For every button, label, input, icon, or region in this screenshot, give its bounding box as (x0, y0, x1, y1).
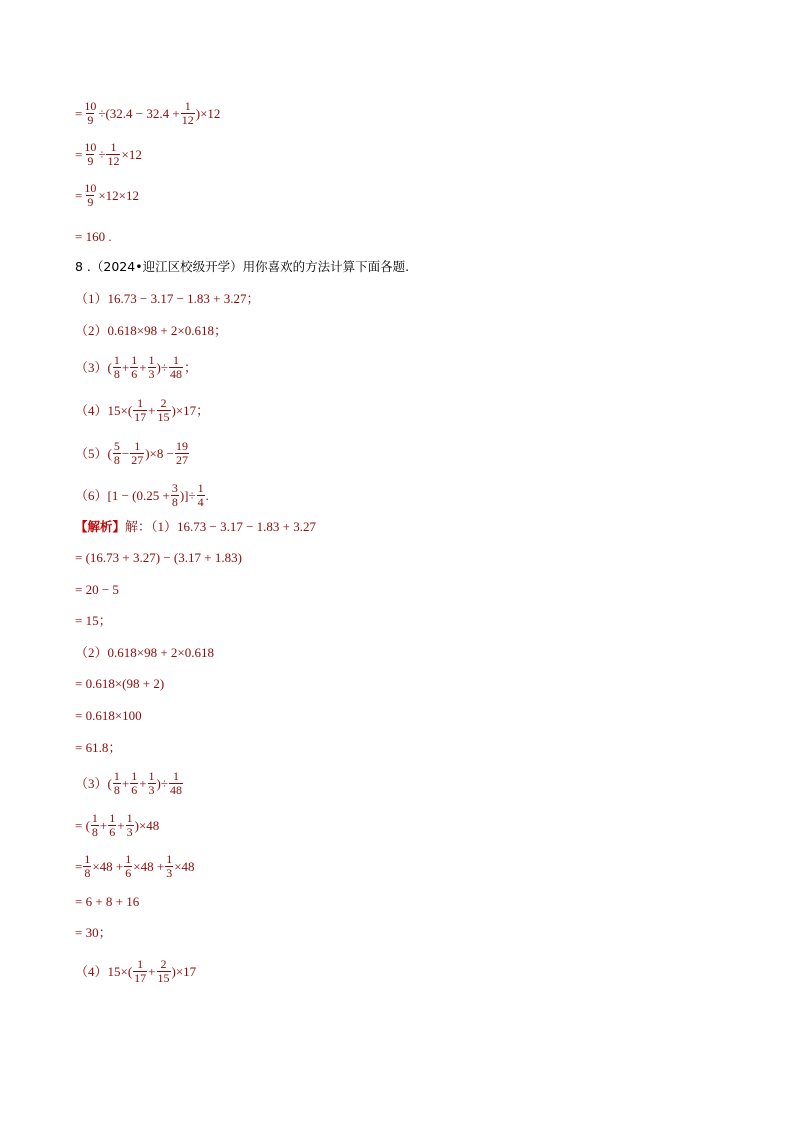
expr-text: ×12×12 (98, 187, 140, 203)
fraction: $\frac{1}{4}$ (197, 481, 204, 509)
fraction: $\frac{5}{8}$ (113, 439, 120, 467)
fraction: $\frac{1}{17}$ (134, 396, 147, 424)
solution-line: = $\frac{1}{8}$ ×48 + $\frac{1}{6}$ ×48 + $\frac{1}{3}$ ×48 (75, 852, 195, 880)
expr-text: ×12 (121, 146, 142, 162)
fraction: $\frac{1}{3}$ (148, 769, 155, 797)
calc-line-1 (75, 100, 220, 127)
calc-line-4 (75, 229, 112, 245)
fraction: $\frac{1}{6}$ (131, 769, 138, 797)
fraction: $\frac{1}{3}$ (166, 852, 173, 880)
fraction: $\frac{1}{3}$ (148, 353, 155, 381)
fraction: $\frac{1}{8}$ (91, 811, 98, 839)
fraction: $\frac{1}{48}$ (170, 769, 182, 797)
fraction: $\frac{2}{15}$ (157, 396, 170, 424)
fraction: $\frac{1}{48}$ (170, 353, 182, 381)
equals-sign: = (75, 187, 83, 203)
fraction: $\frac{10}{9}$ (84, 140, 97, 168)
solution-line: = 61.8； (75, 740, 122, 755)
analysis-tag: 【解析】 (75, 519, 126, 534)
solution-line: （2）0.618×98 + 2×0.618 (75, 645, 214, 660)
solution-line: = (16.73 + 3.27) − (3.17 + 1.83) (75, 550, 242, 565)
problem-item-1: （1）16.73 − 3.17 − 1.83 + 3.27； (75, 291, 260, 306)
solution-line: = 0.618×100 (75, 708, 142, 723)
problem-item-3: （3）( $\frac{1}{8}$ + $\frac{1}{6}$ + $\frac{1}{3}$ )÷ $\frac{1}{48}$ ； (75, 353, 198, 381)
problem-item-2: （2）0.618×98 + 2×0.618； (75, 323, 227, 338)
solution-line: （3）( $\frac{1}{8}$ + $\frac{1}{6}$ + $\frac{1}{3}$ )÷ $\frac{1}{48}$ (75, 769, 182, 797)
solution-line: = 6 + 8 + 16 (75, 894, 140, 909)
solution-line: = 15； (75, 613, 112, 628)
fraction: $\frac{1}{6}$ (125, 852, 132, 880)
solution-line: （4）15×( $\frac{1}{17}$ + $\frac{2}{15}$ )×17 (75, 957, 197, 985)
fraction: $\frac{19}{27}$ (175, 439, 188, 467)
fraction: $\frac{10}{9}$ (84, 99, 97, 127)
fraction: $\frac{3}{8}$ (171, 481, 178, 509)
fraction: $\frac{1}{6}$ (131, 353, 138, 381)
fraction: $\frac{1}{3}$ (126, 811, 133, 839)
expr-text: ÷(32.4 − 32.4 + (98, 105, 180, 121)
fraction: $\frac{2}{15}$ (157, 957, 170, 985)
fraction: $\frac{10}{9}$ (84, 181, 97, 209)
solution-line: = 20 − 5 (75, 582, 119, 597)
fraction: $\frac{1}{8}$ (84, 852, 91, 880)
fraction: $\frac{1}{8}$ (113, 353, 120, 381)
equals-sign: = (75, 105, 83, 121)
fraction: $\frac{1}{12}$ (107, 140, 120, 168)
fraction: $\frac{1}{17}$ (134, 957, 147, 985)
problem-item-6: （6）[1 − (0.25 + $\frac{3}{8}$ )]÷ $\frac{1}{4}$ . (75, 481, 209, 509)
calc-line-3 (75, 182, 139, 209)
solution-line: = 0.618×(98 + 2) (75, 676, 165, 691)
solution-heading: 【解析】 解：（1）16.73 − 3.17 − 1.83 + 3.27 (75, 519, 317, 534)
fraction: $\frac{1}{8}$ (113, 769, 120, 797)
expr-text: = 160 . (75, 229, 112, 244)
solution-line: = ( $\frac{1}{8}$ + $\frac{1}{6}$ + $\frac{1}{3}$ )×48 (75, 811, 160, 839)
fraction: $\frac{1}{12}$ (181, 99, 194, 127)
expr-text: ÷ (98, 146, 106, 162)
calc-line-2 (75, 141, 142, 168)
problem-heading: 8 .（2024•迎江区校级开学）用你喜欢的方法计算下面各题. (75, 259, 410, 274)
problem-item-5: （5）( $\frac{5}{8}$ − $\frac{1}{27}$ )×8 − $\frac{19}{27}$ (75, 439, 188, 467)
fraction: $\frac{1}{27}$ (131, 439, 144, 467)
expr-text: )×12 (195, 105, 221, 121)
problem-item-4: （4）15×( $\frac{1}{17}$ + $\frac{2}{15}$ )×17； (75, 396, 210, 424)
equals-sign: = (75, 146, 83, 162)
solution-line: = 30； (75, 925, 112, 940)
fraction: $\frac{1}{6}$ (109, 811, 116, 839)
